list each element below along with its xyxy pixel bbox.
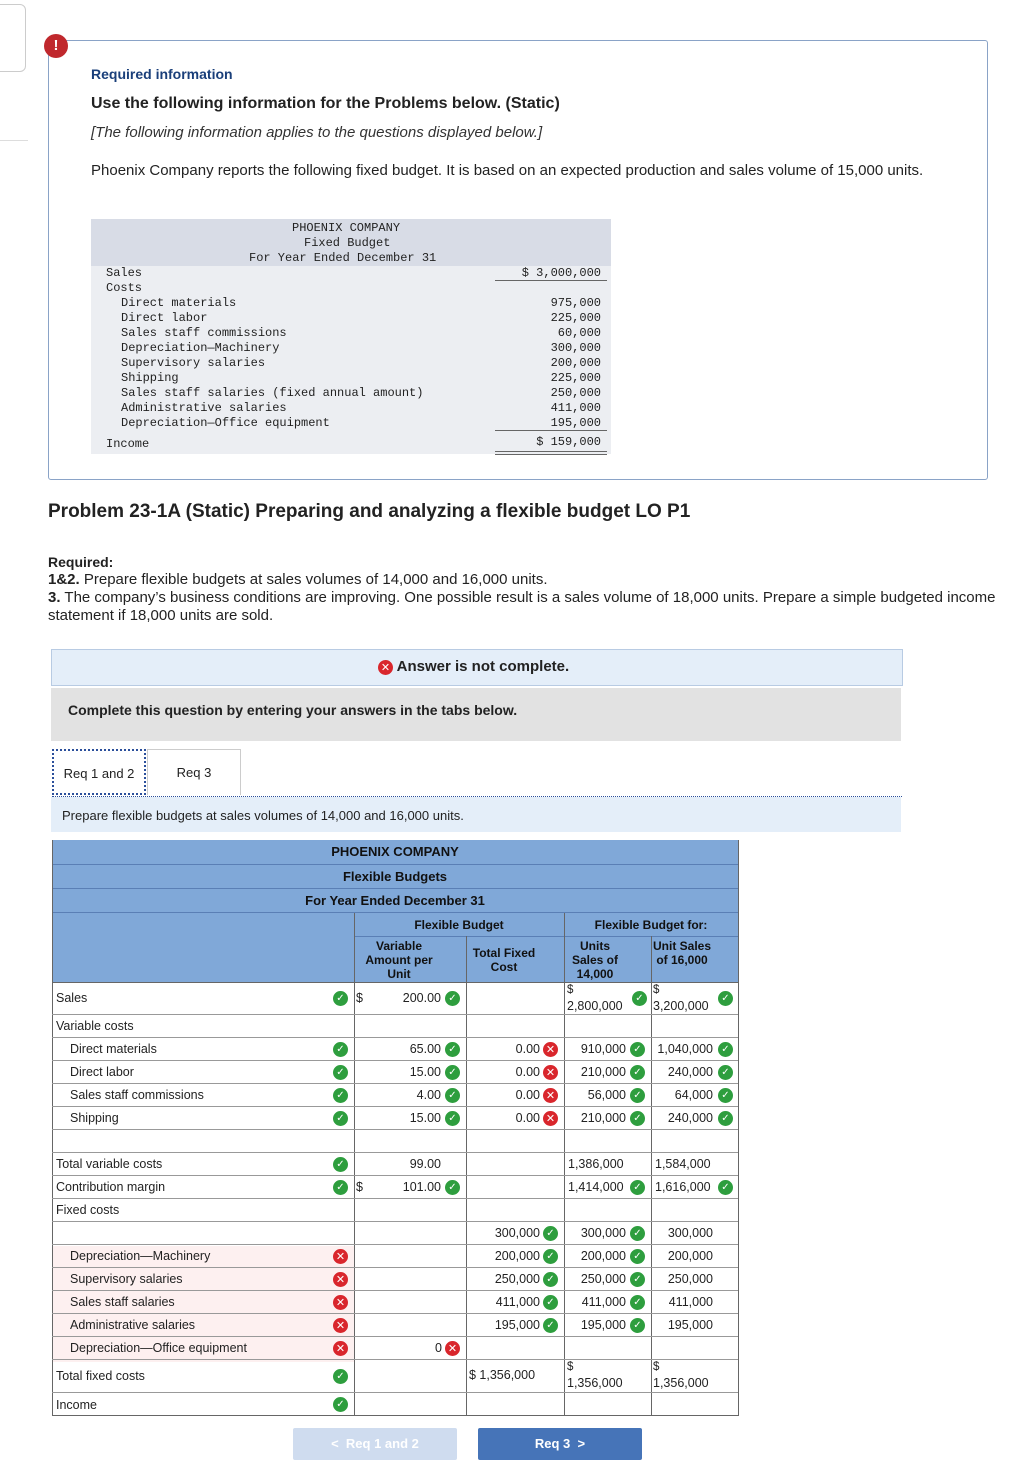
requirement-number: 1&2.	[48, 571, 80, 588]
check-icon: ✓	[445, 1180, 460, 1195]
check-icon: ✓	[718, 991, 733, 1006]
divider	[52, 1083, 738, 1084]
divider	[354, 913, 355, 1416]
row-label-income: Income	[56, 1398, 97, 1412]
dollar-sign: $	[567, 984, 574, 996]
cm-14000-input[interactable]: 1,414,000	[568, 1180, 624, 1194]
row-label-total-fixed-costs: Total fixed costs	[56, 1369, 145, 1383]
required-info-heading: Required information	[91, 66, 233, 82]
col-units-16000: Unit Sales of 16,000	[652, 939, 712, 967]
check-icon: ✓	[445, 991, 460, 1006]
fixed-budget-label: Costs	[106, 281, 143, 295]
check-icon: ✓	[630, 1065, 645, 1080]
flex-period: For Year Ended December 31	[52, 889, 738, 912]
tfc-14000-value: 1,356,000	[567, 1376, 623, 1390]
requirement-number: 3.	[48, 589, 61, 606]
check-icon: ✓	[630, 1180, 645, 1195]
dm-fixed-input[interactable]: 0.00	[515, 1042, 540, 1056]
fixed-budget-value: 225,000	[550, 371, 601, 385]
tfc-fixed-value: $ 1,356,000	[469, 1368, 536, 1382]
incorrect-icon: ✕	[543, 1111, 558, 1126]
required-label: Required:	[48, 554, 114, 570]
answer-status-text: Answer is not complete.	[396, 658, 570, 675]
dm-16000-input[interactable]: 1,040,000	[657, 1042, 713, 1056]
prev-req-button[interactable]	[293, 1428, 457, 1460]
fixed-budget-title: Fixed Budget	[304, 236, 391, 250]
ship-16000-input[interactable]: 240,000	[667, 1111, 713, 1125]
dep-mach-16000-value: 200,000	[667, 1249, 713, 1263]
fixed-budget-label: Depreciation—Machinery	[121, 341, 280, 355]
fixed-budget-label: Supervisory salaries	[121, 356, 266, 370]
ssc-14000-input[interactable]: 56,000	[587, 1088, 626, 1102]
tvc-var-value: 99.00	[409, 1157, 441, 1171]
next-req-label: Req 3	[534, 1436, 571, 1451]
row-label-administrative-salaries: Administrative salaries	[70, 1318, 196, 1332]
fixed-row1-16000-value: 300,000	[667, 1226, 713, 1240]
check-icon: ✓	[718, 1042, 733, 1057]
sss-16000-value: 411,000	[668, 1295, 713, 1309]
check-icon: ✓	[630, 1226, 645, 1241]
row-label-contribution-margin: Contribution margin	[56, 1180, 166, 1194]
sales-var-input[interactable]: 200.00	[402, 991, 441, 1005]
divider	[52, 1198, 738, 1199]
sss-fixed-input[interactable]: 411,000	[495, 1295, 540, 1309]
row-label-total-variable-costs: Total variable costs	[56, 1157, 163, 1171]
incorrect-icon: ✕	[378, 660, 393, 675]
divider	[495, 454, 607, 455]
dollar-sign: $	[567, 1361, 574, 1373]
prev-req-label: Req 1 and 2	[345, 1436, 419, 1451]
divider	[52, 1037, 738, 1038]
divider	[52, 1313, 738, 1314]
divider	[466, 936, 467, 1416]
dollar-sign: $	[356, 1180, 363, 1194]
dep-mach-14000-input[interactable]: 200,000	[580, 1249, 626, 1263]
cm-16000-input[interactable]: 1,616,000	[655, 1180, 711, 1194]
group-flexible-budget-for: Flexible Budget for:	[564, 918, 738, 932]
divider	[52, 1267, 738, 1268]
check-icon: ✓	[445, 1111, 460, 1126]
ssc-fixed-input[interactable]: 0.00	[515, 1088, 540, 1102]
dep-mach-fixed-input[interactable]: 200,000	[494, 1249, 540, 1263]
dl-16000-input[interactable]: 240,000	[667, 1065, 713, 1079]
sales-16000-input[interactable]: 3,200,000	[653, 999, 709, 1013]
side-panel-edge	[0, 4, 26, 72]
divider	[52, 1290, 738, 1291]
use-info-heading: Use the following information for the Problems below. (Static)	[91, 95, 560, 112]
divider	[495, 451, 607, 452]
dollar-sign: $	[653, 1361, 660, 1373]
sales-14000-input[interactable]: 2,800,000	[567, 999, 623, 1013]
admin-fixed-input[interactable]: 195,000	[494, 1318, 540, 1332]
fixed-budget-value: 250,000	[550, 386, 601, 400]
fixed-budget-label: Sales	[106, 266, 143, 280]
check-icon: ✓	[630, 1272, 645, 1287]
tab-req-3[interactable]: Req 3	[147, 749, 241, 795]
chevron-left-icon: <	[331, 1436, 339, 1451]
sup-16000-value: 250,000	[667, 1272, 713, 1286]
row-label-depreciation-machinery: Depreciation—Machinery	[70, 1249, 211, 1263]
fixed-budget-label: Depreciation—Office equipment	[121, 416, 330, 430]
sup-14000-input[interactable]: 250,000	[580, 1272, 626, 1286]
next-req-button[interactable]	[478, 1428, 642, 1460]
row-label-fixed-costs: Fixed costs	[56, 1203, 120, 1217]
dollar-sign: $	[653, 984, 660, 996]
fixed-budget-value: 195,000	[550, 416, 601, 430]
incorrect-icon: ✕	[333, 1341, 348, 1356]
requirement-text: The company’s business conditions are improving. One possible result is a sales volume of 18,000 units. Prepare a simple budgeted income statement if 18,000 units are sold.	[48, 589, 996, 624]
divider	[738, 840, 739, 1416]
divider	[52, 1152, 738, 1153]
check-icon: ✓	[632, 991, 647, 1006]
dl-fixed-input[interactable]: 0.00	[515, 1065, 540, 1079]
fixed-budget-company: PHOENIX COMPANY	[292, 221, 401, 235]
divider	[52, 1106, 738, 1107]
check-icon: ✓	[333, 1088, 348, 1103]
applies-note: [The following information applies to the questions displayed below.]	[91, 124, 543, 141]
check-icon: ✓	[630, 1295, 645, 1310]
requirement-text: Prepare flexible budgets at sales volumes of 14,000 and 16,000 units.	[79, 571, 548, 588]
dm-var-input[interactable]: 65.00	[409, 1042, 441, 1056]
incorrect-icon: ✕	[333, 1272, 348, 1287]
fixed-budget-period: For Year Ended December 31	[249, 251, 437, 265]
divider	[52, 1244, 738, 1245]
check-icon: ✓	[630, 1111, 645, 1126]
fixed-budget-label: Direct labor	[121, 311, 208, 325]
incorrect-icon: ✕	[543, 1065, 558, 1080]
check-icon: ✓	[333, 1157, 348, 1172]
incorrect-icon: ✕	[543, 1042, 558, 1057]
divider	[52, 1129, 738, 1130]
tab-instruction: Prepare flexible budgets at sales volumes of 14,000 and 16,000 units.	[62, 808, 464, 823]
chevron-right-icon: >	[577, 1436, 586, 1451]
divider	[52, 1060, 738, 1061]
col-units-14000: Units Sales of 14,000	[566, 939, 624, 981]
tfc-16000-value: 1,356,000	[653, 1376, 709, 1390]
group-flexible-budget: Flexible Budget	[354, 918, 564, 932]
check-icon: ✓	[630, 1249, 645, 1264]
dl-var-input[interactable]: 15.00	[409, 1065, 441, 1079]
dollar-sign: $	[356, 991, 363, 1005]
check-icon: ✓	[333, 1111, 348, 1126]
divider	[52, 1221, 738, 1222]
ssc-16000-input[interactable]: 64,000	[674, 1088, 713, 1102]
dep-office-var-input[interactable]: 0	[435, 1341, 442, 1355]
tvc-16000-value: 1,584,000	[655, 1157, 711, 1171]
problem-title: Problem 23-1A (Static) Preparing and analyzing a flexible budget LO P1	[48, 501, 691, 522]
col-total-fixed-cost: Total Fixed Cost	[466, 946, 542, 974]
sup-fixed-input[interactable]: 250,000	[494, 1272, 540, 1286]
row-label-sales: Sales	[56, 991, 88, 1005]
ssc-var-input[interactable]: 4.00	[416, 1088, 441, 1102]
col-variable-amount-per-unit: Variable Amount per Unit	[358, 939, 440, 981]
fixed-budget-value: 975,000	[550, 296, 601, 310]
fixed-row1-14000-input[interactable]: 300,000	[580, 1226, 626, 1240]
check-icon: ✓	[543, 1318, 558, 1333]
requirement-3	[48, 589, 998, 625]
admin-16000-value: 195,000	[667, 1318, 713, 1332]
admin-14000-input[interactable]: 195,000	[580, 1318, 626, 1332]
row-label-sales-staff-commissions: Sales staff commissions	[70, 1088, 204, 1102]
fixed-budget-value: 200,000	[550, 356, 601, 370]
row-label-depreciation-office-equipment: Depreciation—Office equipment	[70, 1341, 247, 1355]
check-icon: ✓	[445, 1065, 460, 1080]
instructions-text: Complete this question by entering your answers in the tabs below.	[68, 702, 518, 718]
divider	[52, 840, 53, 1416]
row-label-variable-costs: Variable costs	[56, 1019, 134, 1033]
check-icon: ✓	[333, 1065, 348, 1080]
divider	[52, 982, 738, 983]
incorrect-icon: ✕	[445, 1341, 460, 1356]
check-icon: ✓	[333, 1369, 348, 1384]
divider	[564, 913, 565, 1416]
check-icon: ✓	[630, 1318, 645, 1333]
check-icon: ✓	[543, 1226, 558, 1241]
divider	[52, 1359, 738, 1360]
fixed-budget-value: $ 3,000,000	[521, 266, 601, 280]
check-icon: ✓	[543, 1295, 558, 1310]
answer-status	[378, 658, 569, 675]
fixed-budget-value: 300,000	[550, 341, 601, 355]
tab-req-1-and-2[interactable]: Req 1 and 2	[52, 749, 146, 795]
incorrect-icon: ✕	[333, 1249, 348, 1264]
check-icon: ✓	[445, 1042, 460, 1057]
check-icon: ✓	[718, 1111, 733, 1126]
dl-14000-input[interactable]: 210,000	[580, 1065, 626, 1079]
row-label-sales-staff-salaries: Sales staff salaries	[70, 1295, 175, 1309]
divider	[495, 280, 607, 281]
check-icon: ✓	[333, 1180, 348, 1195]
fixed-budget-label: Shipping	[121, 371, 179, 385]
fixed-budget-label: Administrative salaries	[121, 401, 287, 415]
fixed-budget-label: Sales staff salaries (fixed annual amount)	[121, 386, 424, 400]
check-icon: ✓	[333, 1042, 348, 1057]
divider	[52, 1014, 738, 1015]
divider	[52, 1336, 738, 1337]
row-label-direct-labor: Direct labor	[70, 1065, 134, 1079]
divider	[354, 936, 738, 937]
row-label-direct-materials: Direct materials	[70, 1042, 157, 1056]
divider	[52, 1415, 738, 1416]
incorrect-icon: ✕	[333, 1318, 348, 1333]
divider	[52, 1175, 738, 1176]
row-label-supervisory-salaries: Supervisory salaries	[70, 1272, 183, 1286]
check-icon: ✓	[333, 991, 348, 1006]
check-icon: ✓	[445, 1088, 460, 1103]
row-label-shipping: Shipping	[70, 1111, 119, 1125]
requirement-1-2	[48, 571, 998, 589]
fixed-budget-value: 60,000	[557, 326, 601, 340]
fixed-budget-label: Sales staff commissions	[121, 326, 287, 340]
check-icon: ✓	[543, 1272, 558, 1287]
fixed-budget-value: 225,000	[550, 311, 601, 325]
divider	[495, 430, 607, 431]
check-icon: ✓	[543, 1249, 558, 1264]
flex-title: Flexible Budgets	[52, 865, 738, 888]
divider	[52, 1392, 738, 1393]
fixed-budget-label: Direct materials	[121, 296, 237, 310]
ship-fixed-input[interactable]: 0.00	[515, 1111, 540, 1125]
fixed-budget-value: 411,000	[550, 401, 601, 415]
check-icon: ✓	[718, 1088, 733, 1103]
divider	[0, 140, 28, 141]
check-icon: ✓	[333, 1397, 348, 1412]
fixed-budget-label: Income	[106, 437, 150, 451]
sss-14000-input[interactable]: 411,000	[581, 1295, 626, 1309]
check-icon: ✓	[718, 1180, 733, 1195]
tvc-14000-value: 1,386,000	[568, 1157, 624, 1171]
divider	[651, 936, 652, 1416]
check-icon: ✓	[630, 1042, 645, 1057]
ship-var-input[interactable]: 15.00	[409, 1111, 441, 1125]
cm-var-input[interactable]: 101.00	[402, 1180, 441, 1194]
ship-14000-input[interactable]: 210,000	[580, 1111, 626, 1125]
flex-company: PHOENIX COMPANY	[52, 840, 738, 864]
incorrect-icon: ✕	[543, 1088, 558, 1103]
check-icon: ✓	[718, 1065, 733, 1080]
intro-text: Phoenix Company reports the following fixed budget. It is based on an expected production and sales volume of 15,000 units.	[91, 162, 924, 179]
incorrect-icon: ✕	[333, 1295, 348, 1310]
fixed-row1-fixed-input[interactable]: 300,000	[494, 1226, 540, 1240]
dm-14000-input[interactable]: 910,000	[580, 1042, 626, 1056]
check-icon: ✓	[630, 1088, 645, 1103]
fixed-budget-value: $ 159,000	[536, 435, 601, 449]
alert-icon: !	[44, 34, 68, 58]
